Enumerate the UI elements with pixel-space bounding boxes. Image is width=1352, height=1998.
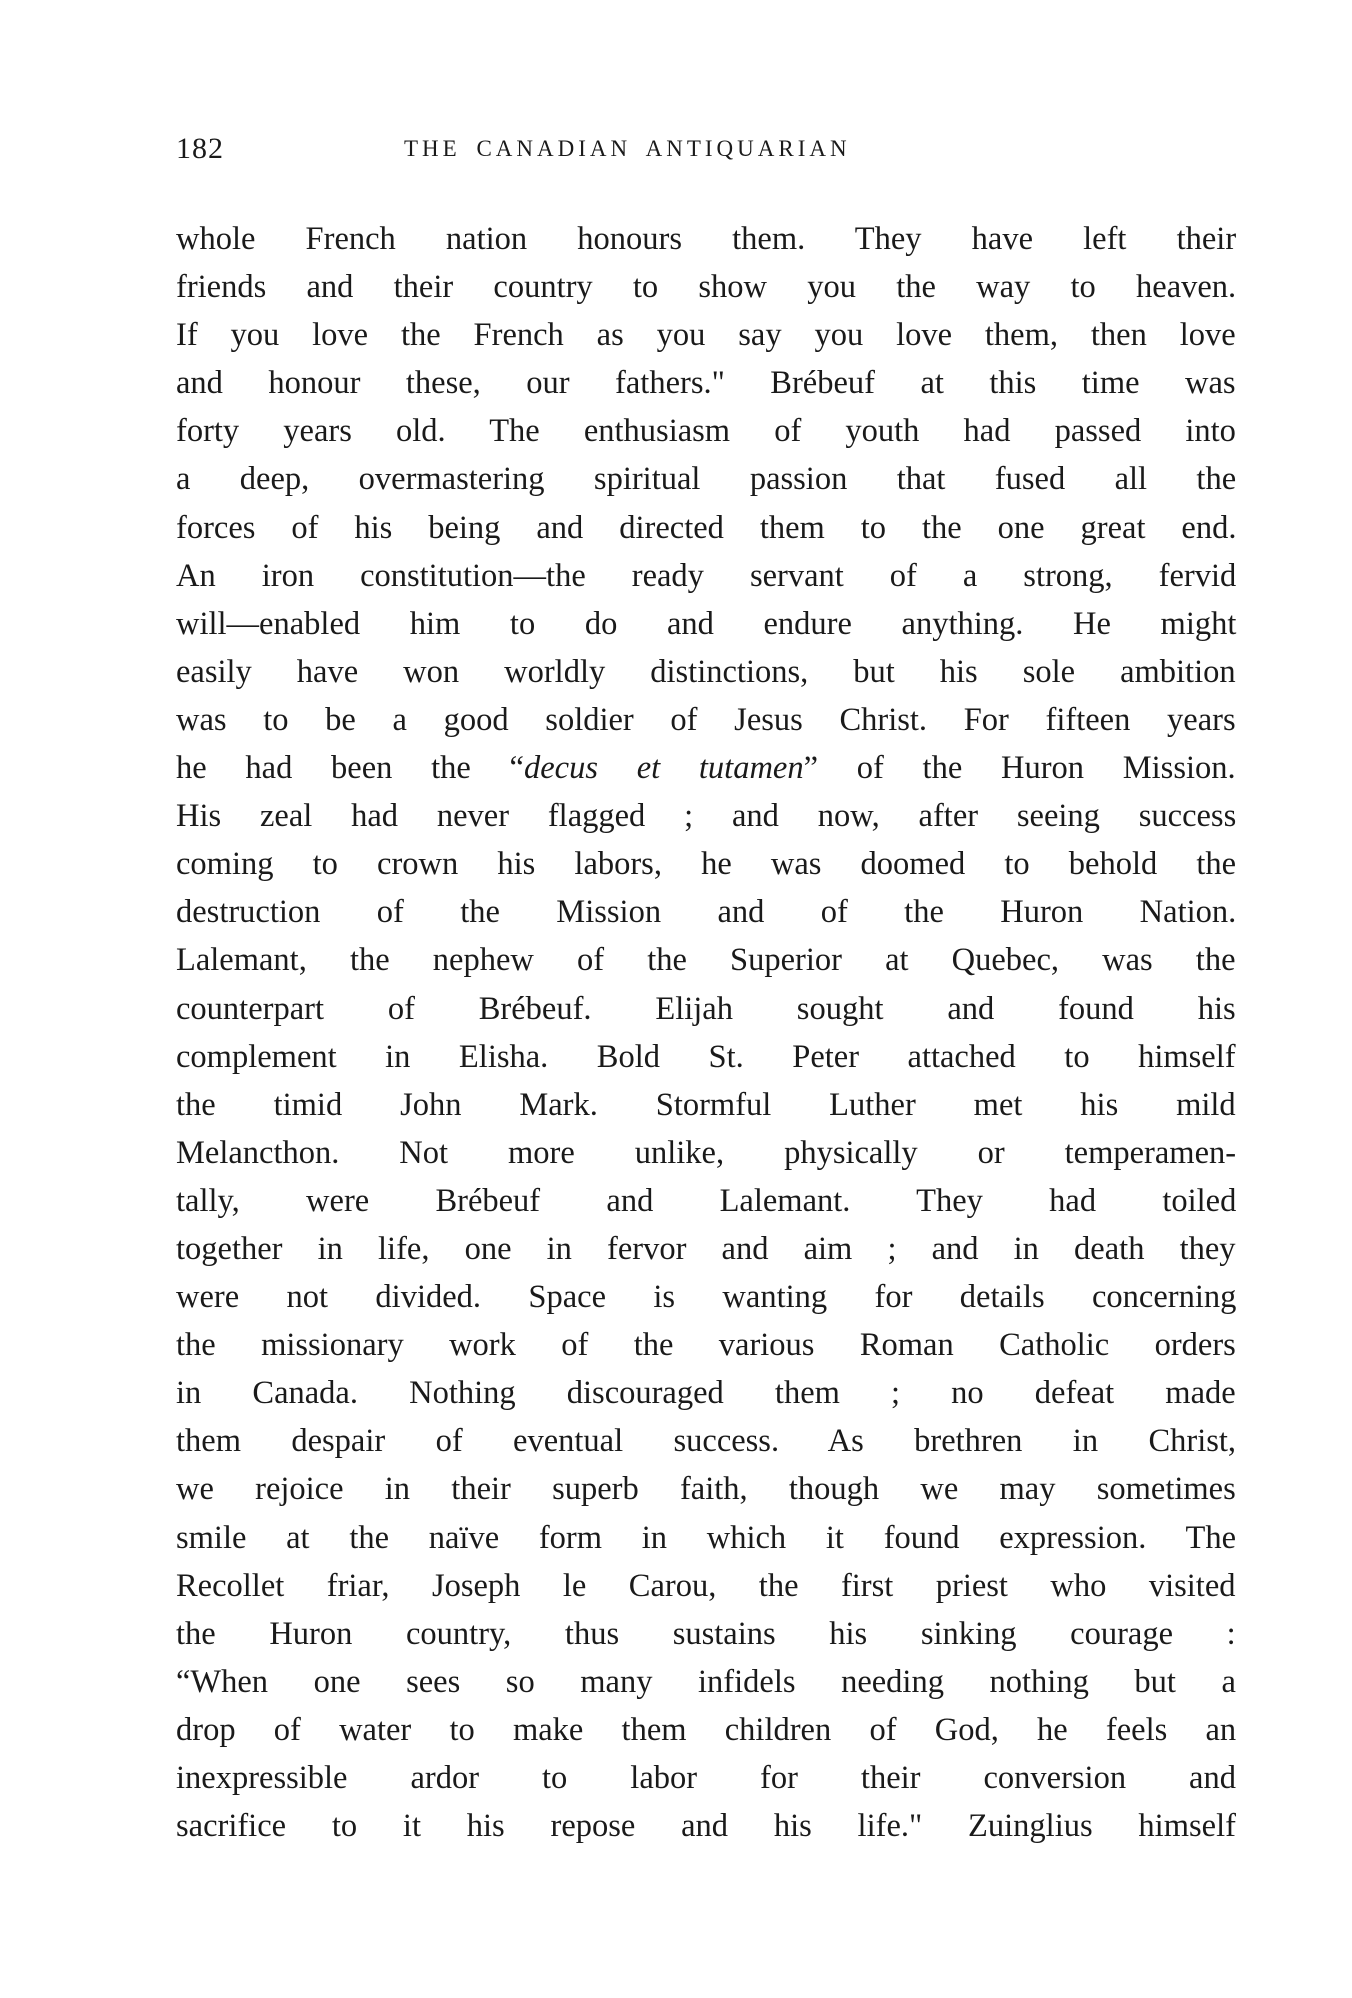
text-line: in Canada. Nothing discouraged them ; no defeat made bbox=[176, 1375, 1236, 1412]
text-line: If you love the French as you say you love them, then love bbox=[176, 317, 1236, 354]
text-line: were not divided. Space is wanting for details concerning bbox=[176, 1279, 1237, 1316]
text-line: Recollet friar, Joseph le Carou, the first priest who visited bbox=[176, 1567, 1236, 1604]
text-line: “When one sees so many infidels needing nothing but a bbox=[176, 1663, 1236, 1700]
text-line: counterpart of Brébeuf. Elijah sought and found his bbox=[176, 990, 1236, 1027]
text-segment: ” of the Huron Mission. bbox=[803, 750, 1236, 787]
text-line bbox=[176, 744, 1236, 792]
text-line: we rejoice in their superb faith, though we may sometimes bbox=[176, 1471, 1236, 1508]
page-number: 182 bbox=[176, 132, 224, 165]
text-line: coming to crown his labors, he was doomed to behold the bbox=[176, 846, 1237, 883]
text-line: His zeal had never flagged ; and now, after seeing success bbox=[176, 798, 1237, 835]
text-line: forty years old. The enthusiasm of youth had passed into bbox=[176, 413, 1236, 450]
text-line: tally, were Brébeuf and Lalemant. They had toiled bbox=[176, 1182, 1237, 1219]
text-line: a deep, overmastering spiritual passion that fused all the bbox=[176, 461, 1237, 498]
text-line: the Huron country, thus sustains his sinking courage : bbox=[176, 1615, 1236, 1652]
text-line: Lalemant, the nephew of the Superior at Quebec, was the bbox=[176, 942, 1236, 979]
text-line: destruction of the Mission and of the Huron Nation. bbox=[176, 894, 1237, 931]
text-line: will—enabled him to do and endure anything. He might bbox=[176, 605, 1237, 642]
text-segment: he had been the “ bbox=[176, 750, 524, 787]
text-line: complement in Elisha. Bold St. Peter attached to himself bbox=[176, 1038, 1236, 1075]
body-text bbox=[176, 215, 1236, 1850]
text-line: drop of water to make them children of God, he feels an bbox=[176, 1711, 1237, 1748]
text-line: together in life, one in fervor and aim ; and in death they bbox=[176, 1230, 1236, 1267]
running-title: THE CANADIAN ANTIQUARIAN bbox=[404, 136, 851, 161]
text-line: forces of his being and directed them to the one great end. bbox=[176, 509, 1237, 546]
text-line: whole French nation honours them. They have left their bbox=[176, 221, 1237, 257]
text-line: the timid John Mark. Stormful Luther met his mild bbox=[176, 1086, 1236, 1123]
text-line: them despair of eventual success. As brethren in Christ, bbox=[176, 1423, 1237, 1460]
text-line: the missionary work of the various Roman Catholic orders bbox=[176, 1327, 1236, 1364]
running-head bbox=[176, 132, 1236, 172]
text-line: sacrifice to it his repose and his life." Zuinglius himself bbox=[176, 1808, 1236, 1845]
text-line: easily have won worldly distinctions, but his sole ambition bbox=[176, 653, 1236, 690]
text-line: Melancthon. Not more unlike, physically or temperamen- bbox=[176, 1134, 1237, 1171]
text-line: friends and their country to show you the way to heaven. bbox=[176, 269, 1237, 306]
text-line: An iron constitution—the ready servant of a strong, fervid bbox=[176, 557, 1237, 594]
italic-latin-phrase: decus et tutamen bbox=[523, 750, 804, 787]
text-line: and honour these, our fathers." Brébeuf at this time was bbox=[176, 365, 1236, 402]
text-line: smile at the naïve form in which it found expression. The bbox=[176, 1519, 1237, 1556]
text-line: was to be a good soldier of Jesus Christ. For fifteen years bbox=[176, 701, 1236, 738]
text-line: inexpressible ardor to labor for their conversion and bbox=[176, 1760, 1236, 1796]
